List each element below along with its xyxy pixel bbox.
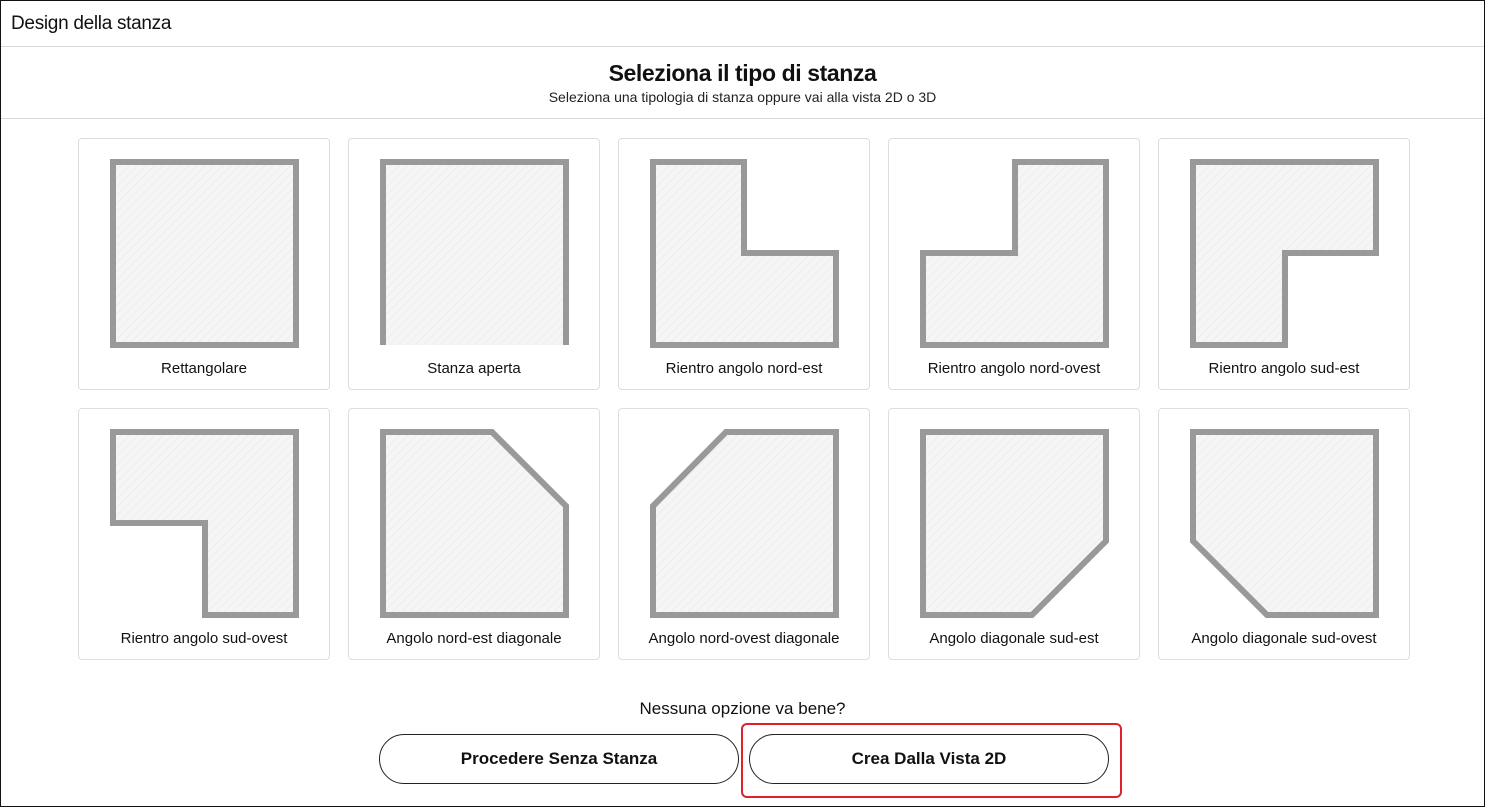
room-shape-open-icon xyxy=(349,139,599,389)
room-card-diag-sw[interactable] xyxy=(1158,408,1410,660)
room-card-label: Rientro angolo nord-est xyxy=(665,360,823,377)
room-card-label: Angolo diagonale sud-est xyxy=(929,630,1099,647)
room-card-label: Rettangolare xyxy=(161,360,247,377)
room-shape-notch-se-icon xyxy=(1159,139,1409,389)
room-card-notch-se[interactable] xyxy=(1158,138,1410,390)
no-option-question: Nessuna opzione va bene? xyxy=(639,699,846,718)
room-card-label: Rientro angolo sud-ovest xyxy=(120,630,288,647)
room-card-rectangle[interactable] xyxy=(78,138,330,390)
room-card-label: Angolo nord-ovest diagonale xyxy=(648,630,840,647)
page-title: Seleziona il tipo di stanza xyxy=(608,60,877,86)
room-shape-diag-se-icon xyxy=(889,409,1139,659)
room-card-label: Angolo diagonale sud-ovest xyxy=(1191,630,1377,647)
page-subtitle: Seleziona una tipologia di stanza oppure vai alla vista 2D o 3D xyxy=(548,89,937,105)
room-card-label: Angolo nord-est diagonale xyxy=(386,630,562,647)
room-floor xyxy=(383,162,566,345)
room-card-label: Rientro angolo nord-ovest xyxy=(927,360,1101,377)
room-card-diag-ne[interactable] xyxy=(348,408,600,660)
room-card-diag-nw[interactable] xyxy=(618,408,870,660)
room-card-notch-nw[interactable] xyxy=(888,138,1140,390)
room-shape-notch-ne-icon xyxy=(619,139,869,389)
room-shape-diag-ne-icon xyxy=(349,409,599,659)
room-shape-notch-sw-icon xyxy=(79,409,329,659)
room-floor xyxy=(113,162,296,345)
room-shape-diag-nw-icon xyxy=(619,409,869,659)
room-card-diag-se[interactable] xyxy=(888,408,1140,660)
room-floor xyxy=(923,432,1106,615)
room-floor xyxy=(653,432,836,615)
room-card-label: Rientro angolo sud-est xyxy=(1208,360,1360,377)
window-title: Design della stanza xyxy=(11,12,172,34)
room-shape-rectangle-icon xyxy=(79,139,329,389)
page-header xyxy=(1,47,1484,119)
proceed-without-room-button[interactable]: Procedere Senza Stanza xyxy=(379,734,739,784)
create-from-2d-view-button[interactable]: Crea Dalla Vista 2D xyxy=(749,734,1109,784)
room-card-open[interactable] xyxy=(348,138,600,390)
room-shape-notch-nw-icon xyxy=(889,139,1139,389)
room-shape-diag-sw-icon xyxy=(1159,409,1409,659)
room-card-notch-sw[interactable] xyxy=(78,408,330,660)
room-card-notch-ne[interactable] xyxy=(618,138,870,390)
room-floor xyxy=(383,432,566,615)
title-bar xyxy=(1,1,1484,47)
room-card-label: Stanza aperta xyxy=(427,360,521,377)
room-floor xyxy=(1193,432,1376,615)
